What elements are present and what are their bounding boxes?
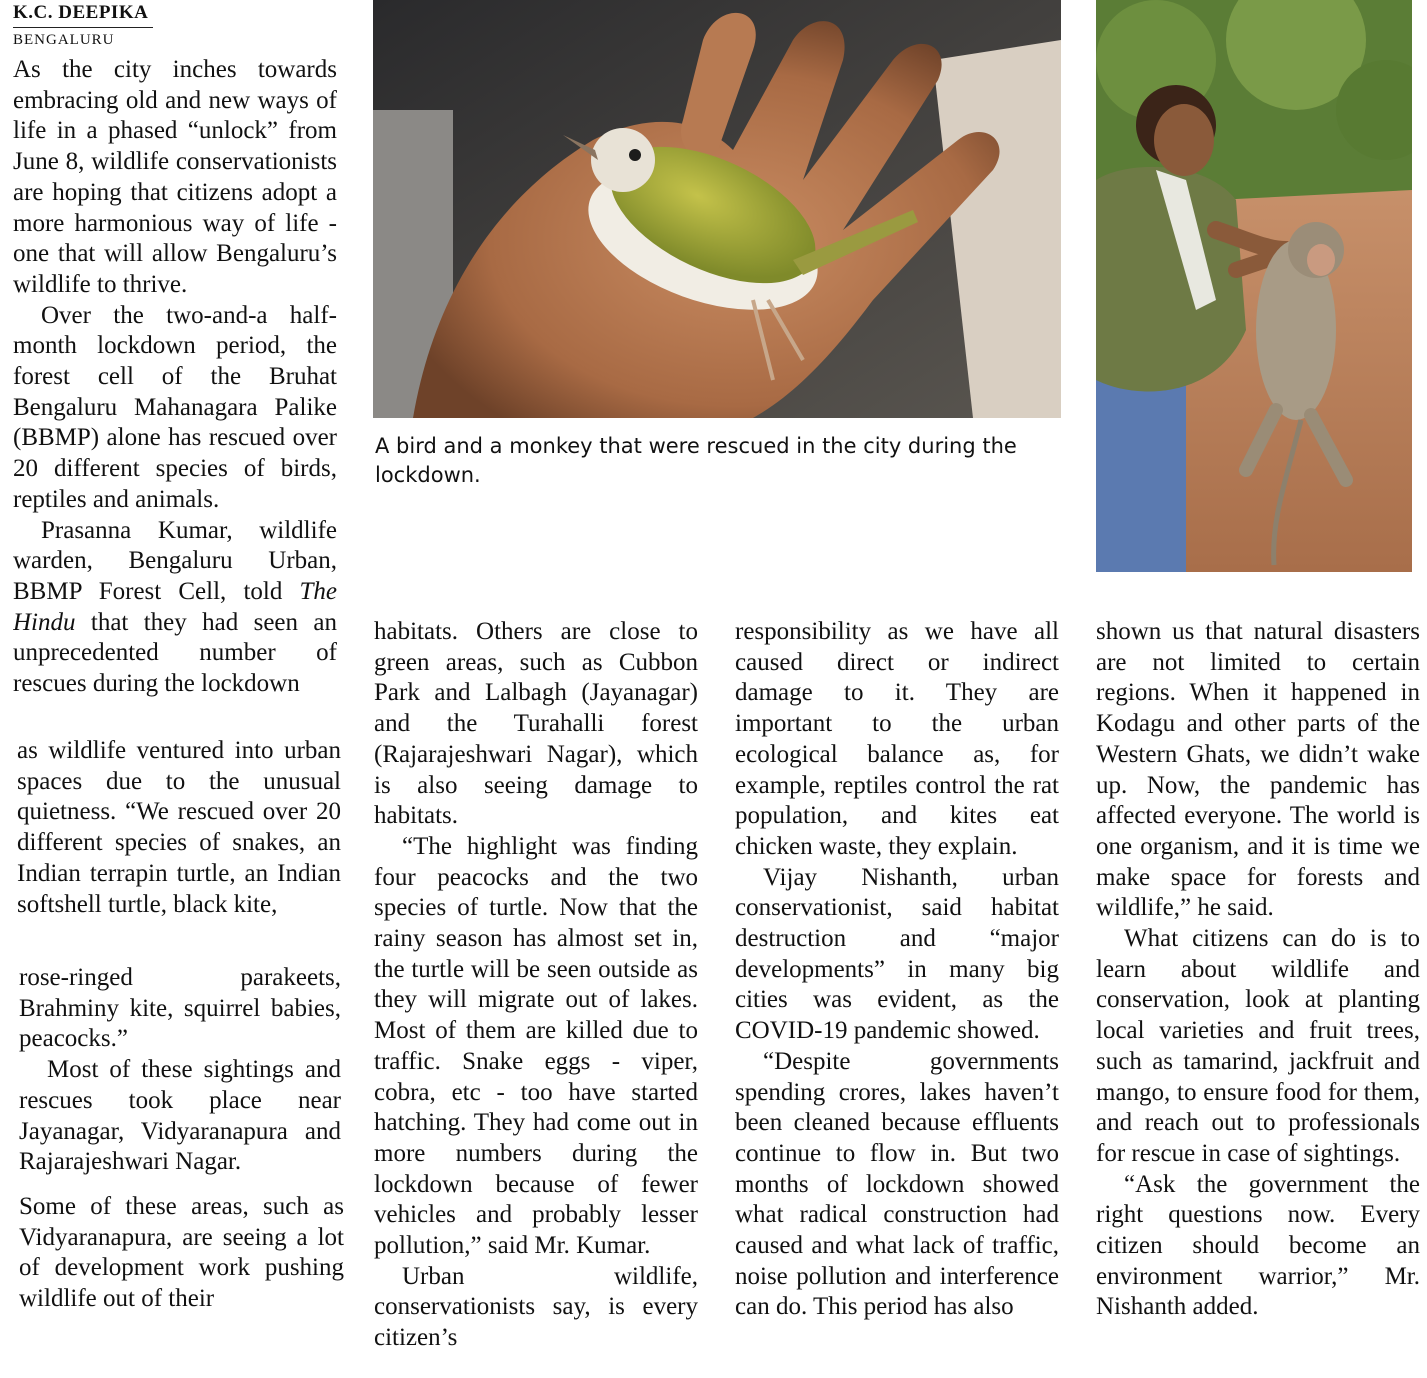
- paragraph-what-citizens-can-do: What citizens can do is to learn about wildlife and conservation, look at planting local varieties and fruit trees, such as tamarind, jackfruit and mango, to ensure food for them, and reach out to professionals for rescue in case of sightings.: [1096, 925, 1420, 1167]
- paragraph-urban-wildlife: Urban wildlife, conservationists say, is every citizen’s: [374, 1262, 698, 1352]
- article-column-1-continued: [17, 736, 341, 920]
- dateline: BENGALURU: [13, 32, 115, 48]
- paragraph-peacocks-turtles: “The highlight was finding four peacocks and the two species of turtle. Now that the rainy season has almost set in, the turtle will be seen outside as they will migrate out of lakes. Most of them are killed due to traffic. Snake eggs - viper, cobra, etc - too have started hatching. They had come out in more numbers during the lockdown because of fewer vehicles and probably lesser pollution,” said Mr. Kumar.: [374, 832, 698, 1260]
- author-byline: K.C. DEEPIKA: [13, 2, 149, 23]
- paragraph-lakes-quote: “Despite governments spending crores, lakes haven’t been cleaned because effluents continue to flow in. But two months of lockdown showed what radical construction had caused and what lack of traffic, noise pollution and interference can do. This period has also: [735, 1047, 1059, 1321]
- article-column-1-continued-2: [19, 963, 341, 1178]
- paragraph-prasanna-kumar: [13, 516, 337, 700]
- paragraph-development-areas: Some of these areas, such as Vidyaranapura, are seeing a lot of development work pushing wildlife out of their: [19, 1193, 344, 1313]
- article-column-4: [1096, 617, 1420, 1323]
- bird-photo: [373, 0, 1061, 418]
- article-column-1-continued-3: [19, 1192, 344, 1315]
- text-run: Prasanna Kumar, wildlife warden, Bengaluru Urban, BBMP Forest Cell, told: [13, 516, 337, 605]
- monkey-photo: [1096, 0, 1412, 572]
- paragraph-quietness-quote: as wildlife ventured into urban spaces due to the unusual quietness. “We rescued over 20 different species of snakes, an Indian terrapin turtle, an Indian softshell turtle, black kite,: [17, 737, 341, 918]
- paragraph-intro: As the city inches towards embracing old and new ways of life in a phased “unlock” from June 8, wildlife conservationists are hoping that citizens adopt a more harmonious way of life - one that will allow Bengaluru’s wildlife to thrive.: [13, 56, 337, 298]
- paragraph-habitats: habitats. Others are close to green areas, such as Cubbon Park and Lalbagh (Jayanagar) and the Turahalli forest (Rajarajeshwari Nagar), which is also seeing damage to habitats.: [374, 618, 698, 830]
- article-column-2: [374, 617, 698, 1354]
- bird-in-hand-image: [373, 0, 1061, 418]
- man-holding-monkey-image: [1096, 0, 1412, 572]
- paragraph-lockdown-rescues: Over the two-and-a half-month lockdown period, the forest cell of the Bruhat Bengaluru Mahanagara Palike (BBMP) alone has rescued over 20 different species of birds, reptiles and animals.: [13, 301, 337, 513]
- article-column-3: [735, 617, 1059, 1323]
- publication-name: The Hindu: [13, 577, 337, 636]
- article-column-1: [13, 55, 337, 723]
- photo-caption: A bird and a monkey that were rescued in the city during the lockdown.: [375, 434, 1017, 487]
- paragraph-environment-warrior: “Ask the government the right questions now. Every citizen should become an environment warrior,” Mr. Nishanth added.: [1096, 1170, 1420, 1321]
- paragraph-sightings-locations: Most of these sightings and rescues took place near Jayanagar, Vidyaranapura and Rajarajeshwari Nagar.: [19, 1056, 341, 1176]
- byline-divider: [13, 27, 153, 28]
- paragraph-natural-disasters: shown us that natural disasters are not limited to certain regions. When it happened in Kodagu and other parts of the Western Ghats, we didn’t wake up. Now, the pandemic has affected everyone. The world is one organism, and it is time we make space for forests and wildlife,” he said.: [1096, 618, 1420, 922]
- paragraph-vijay-nishanth: Vijay Nishanth, urban conservationist, said habitat destruction and “major developments” in many big cities was evident, as the COVID-19 pandemic showed.: [735, 863, 1059, 1045]
- paragraph-species-list: rose-ringed parakeets, Brahminy kite, squirrel babies, peacocks.”: [19, 964, 341, 1053]
- text-run: that they had seen an unprecedented number of rescues during the lockdown: [13, 608, 337, 698]
- paragraph-responsibility: responsibility as we have all caused direct or indirect damage to it. They are important to the urban ecological balance as, for example, reptiles control the rat population, and kites eat chicken waste, they explain.: [735, 618, 1059, 860]
